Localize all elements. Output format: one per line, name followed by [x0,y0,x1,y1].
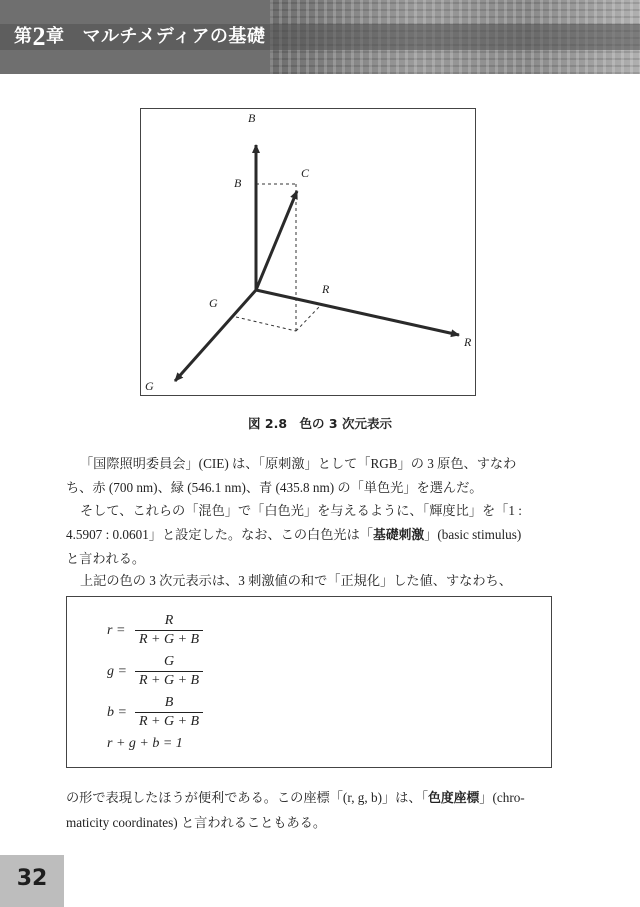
paragraph-normalization [66,569,566,593]
text-line: の形で表現したほうが便利である。この座標「(r, g, b)」は、「色度座標」(chro- [66,790,525,806]
term-basic-stimulus: 基礎刺激 [372,527,425,543]
c-vector-arrow [256,191,297,290]
paragraph-white-light [66,499,566,571]
page-number: 32 [16,866,48,891]
formula-box [66,596,552,768]
chapter-title [14,22,265,52]
g-axis-label: G [145,379,154,393]
text-line: 4.5907 : 0.0601」と設定した。なお、この白色光は「基礎刺激」(basic stimulus) [66,526,522,543]
text-line: ち、赤 (700 nm)、緑 (546.1 nm)、青 (435.8 nm) の「単色光」を選んだ。 [66,479,483,495]
figure-caption: 図 2.8 色の 3 次元表示 [248,416,392,431]
formula-b: b = $\frac{B}{R + G + B}$ [107,695,203,730]
projection-lines [236,184,319,331]
text-line: 「国際照明委員会」(CIE) は、「原刺激」として「RGB」の 3 原色、すなわ [80,456,517,471]
paragraph-cie [66,452,566,499]
text-line: maticity coordinates) と言われることもある。 [66,814,327,830]
chapter-suffix: 章 [46,26,65,47]
r-axis-arrow [256,290,459,335]
chapter-name: マルチメディアの基礎 [82,26,266,47]
chapter-prefix: 第 [14,26,33,47]
color-3d-figure [140,108,476,396]
c-vector-label: C [301,166,310,180]
chapter-header [0,0,640,74]
r-projection-label: R [322,282,330,296]
b-projection-label: B [234,176,242,190]
text-line: そして、これらの「混色」で「白色光」を与えるように、「輝度比」を「1 : [80,503,522,518]
text-line: 上記の色の 3 次元表示は、3 刺激値の和で「正規化」した値、すなわち、 [80,573,512,588]
r-axis-label: R [464,335,472,349]
paragraph-chromaticity [66,786,566,834]
b-axis-label: B [248,111,256,125]
formula-g: g = $\frac{G}{R + G + B}$ [107,654,203,689]
color-space-diagram [141,109,475,395]
term-chromaticity-coordinates: 色度座標 [428,791,480,806]
g-projection-label: G [209,296,218,310]
chapter-number: 2 [32,22,46,51]
formula-sum: r + g + b = 1 [107,736,183,751]
formula-r: r = $\frac{R}{R + G + B}$ [107,613,203,648]
text-line: と言われる。 [66,551,146,566]
